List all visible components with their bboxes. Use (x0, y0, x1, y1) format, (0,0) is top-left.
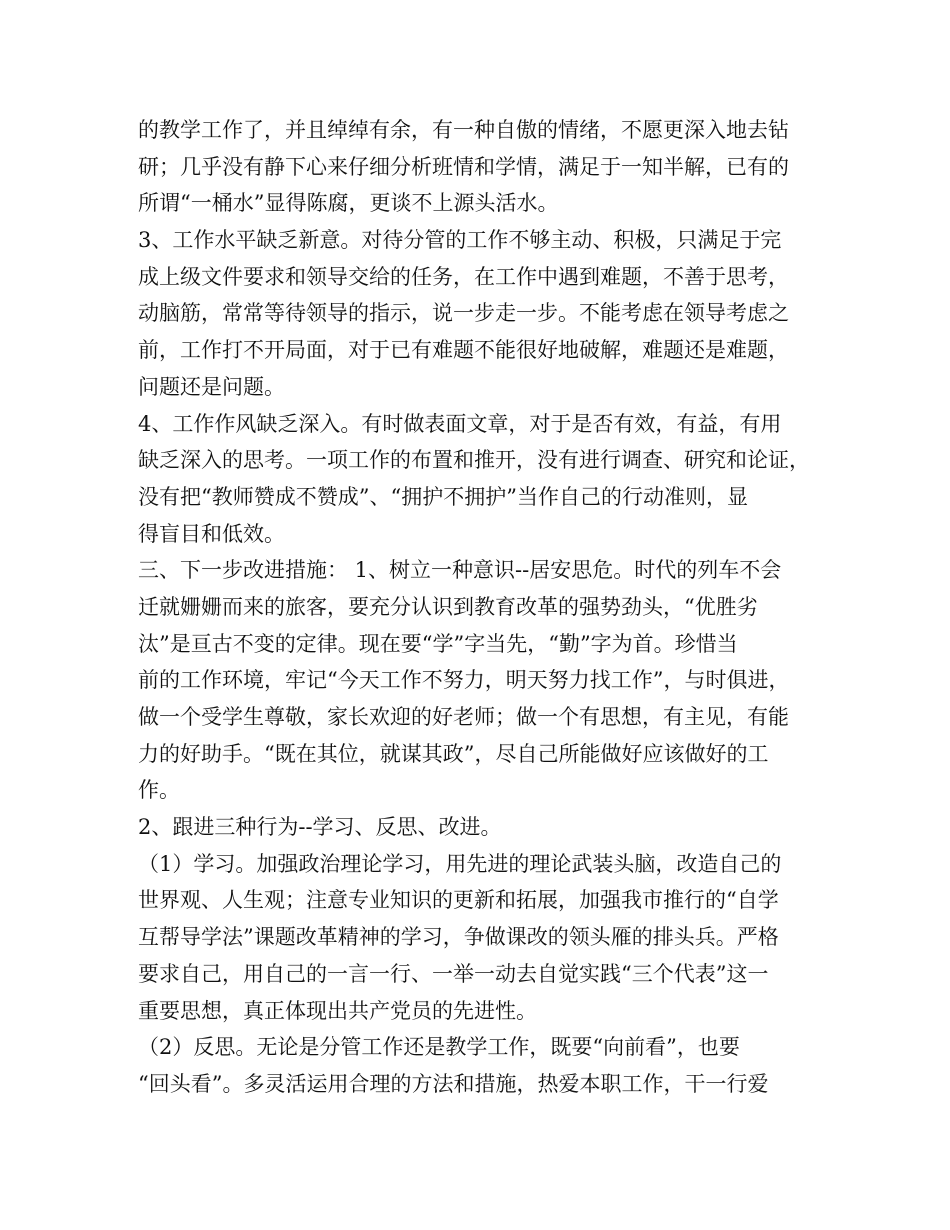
text-line: 所谓“一桶水”显得陈腐，更谈不上源头活水。 (138, 191, 559, 216)
text-line: 迁就姗姗而来的旅客，要充分认识到教育改革的强势劲头，“优胜劣 (138, 594, 758, 619)
text-line: 得盲目和低效。 (138, 521, 285, 546)
text-line: 要求自己，用自己的一言一行、一举一动去自觉实践“三个代表”这一 (138, 961, 769, 986)
text-line: 成上级文件要求和领导交给的任务，在工作中遇到难题，不善于思考， (138, 264, 789, 289)
text-line: 做一个受学生尊敬，家长欢迎的好老师；做一个有思想，有主见，有能 (138, 705, 789, 729)
text-line: 力的好助手。“既在其位，就谋其政”，尽自己所能做好应该做好的工 (138, 741, 769, 766)
text-line: 汰”是亘古不变的定律。现在要“学”字当先，“勤”字为首。珍惜当 (138, 631, 738, 656)
text-line: 前，工作打不开局面，对于已有难题不能很好地破解，难题还是难题， (138, 338, 789, 363)
text-line: 作。 (138, 778, 180, 803)
text-line: 3、工作水平缺乏新意。对待分管的工作不够主动、积极，只满足于完 (138, 228, 782, 253)
text-line: （1）学习。加强政治理论学习，用先进的理论武装头脑，改造自己的 (138, 851, 782, 876)
text-line: “回头看”。多灵活运用合理的方法和措施，热爱本职工作，干一行爱 (138, 1071, 769, 1096)
text-line: 研；几乎没有静下心来仔细分析班情和学情，满足于一知半解，已有的 (138, 154, 789, 179)
text-line: 的教学工作了，并且绰绰有余，有一种自傲的情绪，不愿更深入地去钻 (138, 118, 789, 142)
document-body (138, 112, 818, 1103)
text-line: 世界观、人生观；注意专业知识的更新和拓展，加强我市推行的“自学 (138, 888, 779, 913)
text-line: 互帮导学法”课题改革精神的学习，争做课改的领头雁的排头兵。严格 (138, 925, 779, 950)
text-line: 4、工作作风缺乏深入。有时做表面文章，对于是否有效，有益，有用 (138, 411, 782, 436)
text-line: 缺乏深入的思考。一项工作的布置和推开，没有进行调查、研究和论证， (138, 448, 810, 473)
text-line: 前的工作环境，牢记“今天工作不努力，明天努力找工作”，与时俱进， (138, 668, 790, 693)
text-line: 问题还是问题。 (138, 374, 285, 399)
text-line: 动脑筋，常常等待领导的指示，说一步走一步。不能考虑在领导考虑之 (138, 301, 789, 326)
text-line: （2）反思。无论是分管工作还是教学工作，既要“向前看”，也要 (138, 1035, 740, 1060)
text-line: 2、跟进三种行为--学习、反思、改进。 (138, 815, 502, 840)
text-line: 三、下一步改进措施： 1、树立一种意识--居安思危。时代的列车不会 (138, 558, 782, 583)
text-line: 重要思想，真正体现出共产党员的先进性。 (138, 998, 537, 1023)
text-line: 没有把“教师赞成不赞成”、“拥护不拥护”当作自己的行动准则，显 (138, 484, 748, 509)
